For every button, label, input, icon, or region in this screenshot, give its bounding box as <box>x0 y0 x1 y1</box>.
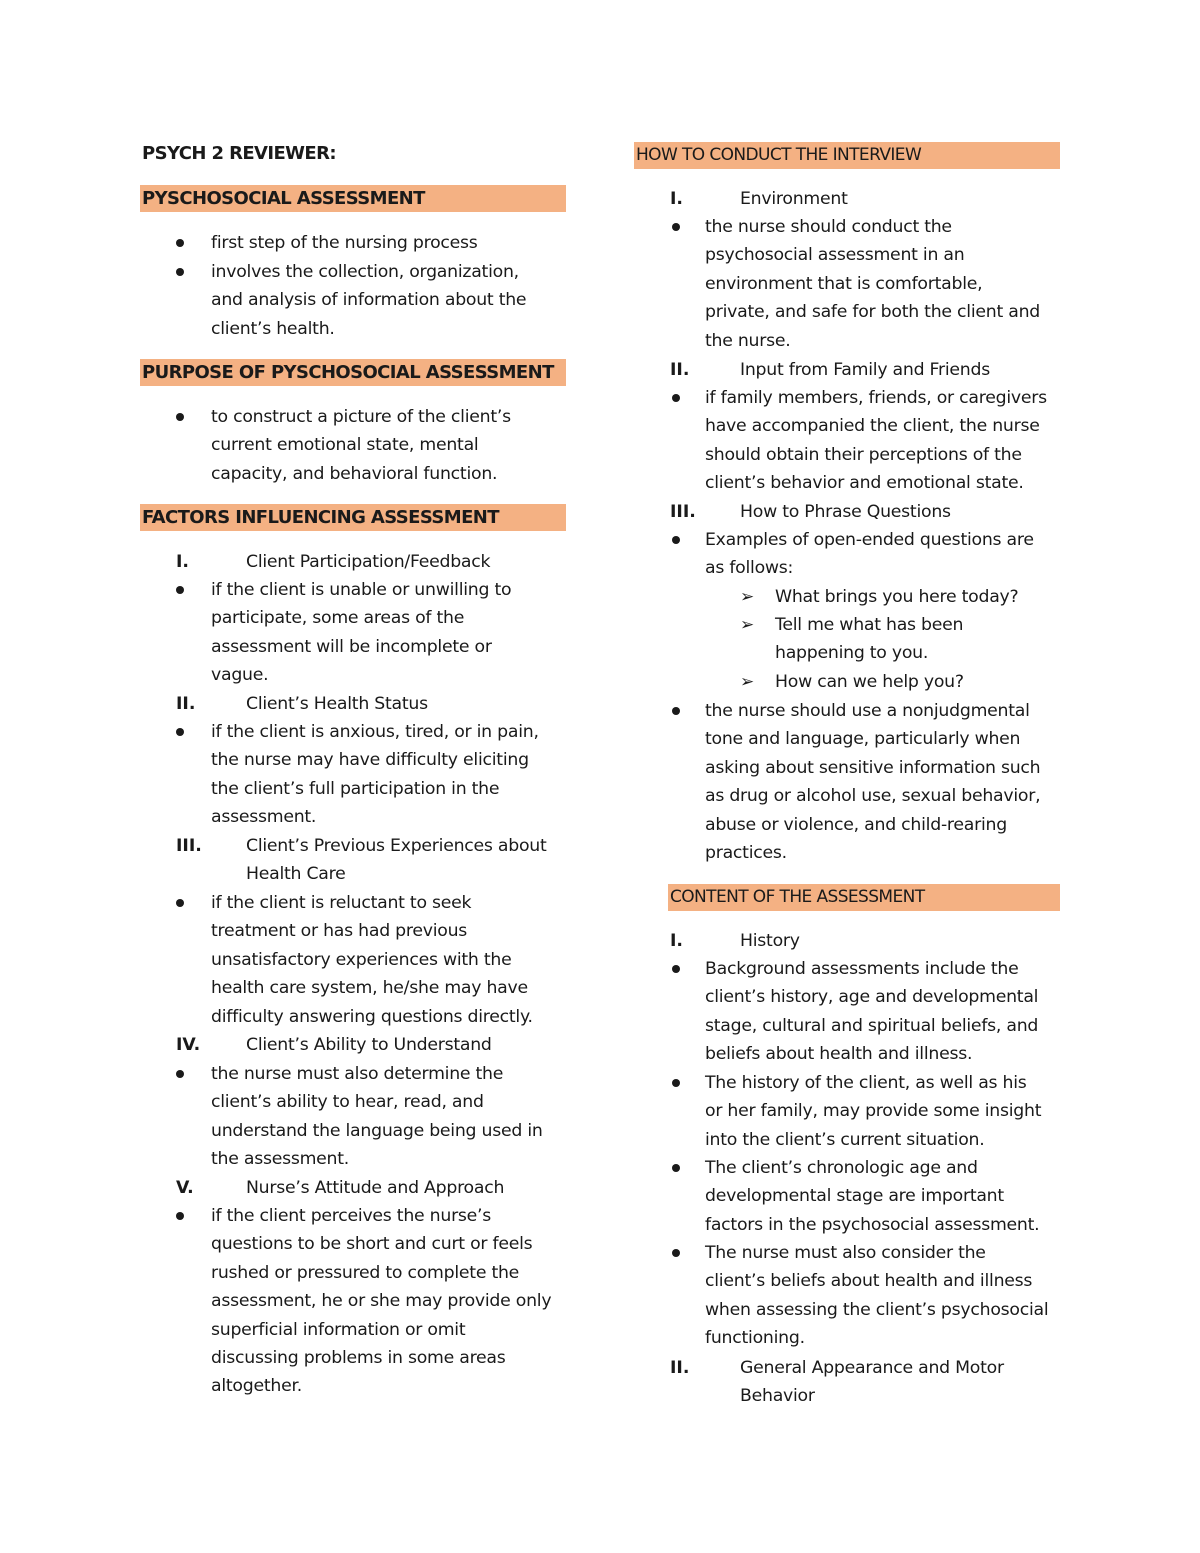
bullet-text: functioning. <box>705 1328 805 1349</box>
roman-numeral: V. <box>176 1178 194 1198</box>
bullet-icon <box>672 965 680 973</box>
subsection-title: Client’s Ability to Understand <box>246 1035 492 1055</box>
roman-numeral: III. <box>670 502 696 522</box>
bullet-text: to construct a picture of the client’s <box>211 407 511 427</box>
section-header: FACTORS INFLUENCING ASSESSMENT <box>140 504 566 531</box>
bullet-text: psychosocial assessment in an <box>705 245 965 266</box>
bullet-text: involves the collection, organization, <box>211 262 519 282</box>
bullet-text: vague. <box>211 665 269 686</box>
section-header: PYSCHOSOCIAL ASSESSMENT <box>140 185 566 212</box>
bullet-icon <box>672 1079 680 1087</box>
bullet-text: the nurse. <box>705 330 791 351</box>
subsection-title: Client Participation/Feedback <box>246 552 491 572</box>
bullet-icon <box>672 223 680 231</box>
bullet-text: assessment will be incomplete or <box>211 636 492 657</box>
roman-numeral: I. <box>670 189 683 209</box>
subsection-title: Environment <box>740 189 848 209</box>
bullet-text: the nurse must also determine the <box>211 1064 504 1084</box>
bullet-icon <box>672 536 680 544</box>
bullet-text: if family members, friends, or caregivers <box>705 388 1047 408</box>
bullet-text: when assessing the client’s psychosocial <box>705 1299 1049 1320</box>
bullet-text: the client’s full participation in the <box>211 778 500 799</box>
arrow-item-text: What brings you here today? <box>775 587 1019 607</box>
bullet-text: if the client is anxious, tired, or in pain, <box>211 722 539 742</box>
bullet-text: tone and language, particularly when <box>705 729 1021 750</box>
arrow-bullet-icon: ➢ <box>740 615 755 635</box>
bullet-text: difficulty answering questions directly. <box>211 1006 533 1027</box>
bullet-icon <box>672 1164 680 1172</box>
bullet-text: The nurse must also consider the <box>705 1243 986 1263</box>
roman-numeral: I. <box>176 552 189 572</box>
page-title: PSYCH 2 REVIEWER: <box>142 143 336 164</box>
bullet-icon <box>176 413 184 421</box>
bullet-text: have accompanied the client, the nurse <box>705 416 1040 437</box>
bullet-text: as follows: <box>705 558 794 579</box>
bullet-text: practices. <box>705 843 787 863</box>
section-header: PURPOSE OF PYSCHOSOCIAL ASSESSMENT <box>140 359 566 386</box>
bullet-icon <box>176 586 184 594</box>
bullet-text: client’s health. <box>211 318 335 339</box>
subsection-title: Input from Family and Friends <box>740 360 990 380</box>
bullet-icon <box>176 1212 184 1220</box>
bullet-text: current emotional state, mental <box>211 435 479 456</box>
bullet-text: client’s history, age and developmental <box>705 987 1039 1008</box>
subsection-title: Client’s Previous Experiences about <box>246 836 547 856</box>
bullet-text: health care system, he/she may have <box>211 978 528 999</box>
bullet-icon <box>672 707 680 715</box>
bullet-text: assessment. <box>211 807 317 828</box>
bullet-text: if the client perceives the nurse’s <box>211 1206 492 1226</box>
bullet-text: capacity, and behavioral function. <box>211 463 498 484</box>
bullet-text: stage, cultural and spiritual beliefs, and <box>705 1015 1039 1036</box>
bullet-text: The history of the client, as well as his <box>705 1073 1027 1093</box>
arrow-item-text: How can we help you? <box>775 672 964 692</box>
bullet-text: should obtain their perceptions of the <box>705 444 1022 465</box>
bullet-text: factors in the psychosocial assessment. <box>705 1214 1040 1235</box>
subsection-title: Nurse’s Attitude and Approach <box>246 1178 505 1198</box>
bullet-text: client’s behavior and emotional state. <box>705 473 1024 494</box>
bullet-text: understand the language being used in <box>211 1120 543 1141</box>
bullet-text: participate, some areas of the <box>211 608 465 629</box>
subsection-title: Behavior <box>740 1386 815 1407</box>
bullet-text: asking about sensitive information such <box>705 757 1041 778</box>
bullet-text: the nurse should conduct the <box>705 217 952 237</box>
bullet-icon <box>176 268 184 276</box>
bullet-text: if the client is reluctant to seek <box>211 893 472 913</box>
bullet-text: treatment or has had previous <box>211 921 468 942</box>
section-header: CONTENT OF THE ASSESSMENT <box>668 884 1060 911</box>
bullet-text: client’s ability to hear, read, and <box>211 1092 484 1113</box>
bullet-text: the assessment. <box>211 1149 350 1170</box>
bullet-text: the nurse may have difficulty eliciting <box>211 750 529 771</box>
bullet-text: environment that is comfortable, <box>705 273 983 294</box>
bullet-text: into the client’s current situation. <box>705 1129 985 1150</box>
roman-numeral: II. <box>176 694 196 714</box>
roman-numeral: IV. <box>176 1035 201 1055</box>
bullet-text: assessment, he or she may provide only <box>211 1291 552 1312</box>
bullet-text: altogether. <box>211 1376 302 1397</box>
bullet-text: questions to be short and curt or feels <box>211 1234 533 1255</box>
arrow-item-text: happening to you. <box>775 643 929 664</box>
bullet-text: the nurse should use a nonjudgmental <box>705 701 1030 721</box>
bullet-text: rushed or pressured to complete the <box>211 1262 520 1283</box>
bullet-text: The client’s chronologic age and <box>705 1158 978 1178</box>
bullet-text: as drug or alcohol use, sexual behavior, <box>705 786 1041 807</box>
bullet-text: first step of the nursing process <box>211 233 478 253</box>
roman-numeral: II. <box>670 360 690 380</box>
arrow-bullet-icon: ➢ <box>740 672 755 692</box>
bullet-icon <box>176 1070 184 1078</box>
bullet-text: Examples of open-ended questions are <box>705 530 1034 550</box>
bullet-icon <box>672 1249 680 1257</box>
bullet-text: discussing problems in some areas <box>211 1348 506 1368</box>
bullet-text: beliefs about health and illness. <box>705 1044 973 1065</box>
roman-numeral: II. <box>670 1358 690 1378</box>
bullet-text: and analysis of information about the <box>211 290 527 311</box>
subsection-title: Health Care <box>246 864 346 885</box>
bullet-text: abuse or violence, and child-rearing <box>705 814 1007 835</box>
bullet-text: developmental stage are important <box>705 1186 1004 1207</box>
bullet-text: client’s beliefs about health and illness <box>705 1271 1033 1292</box>
arrow-bullet-icon: ➢ <box>740 587 755 607</box>
bullet-text: superficial information or omit <box>211 1319 466 1340</box>
arrow-item-text: Tell me what has been <box>775 615 964 635</box>
roman-numeral: III. <box>176 836 202 856</box>
subsection-title: History <box>740 931 800 951</box>
bullet-text: if the client is unable or unwilling to <box>211 580 512 600</box>
bullet-text: private, and safe for both the client and <box>705 302 1040 323</box>
bullet-text: or her family, may provide some insight <box>705 1101 1042 1122</box>
subsection-title: How to Phrase Questions <box>740 502 951 522</box>
roman-numeral: I. <box>670 931 683 951</box>
bullet-icon <box>176 899 184 907</box>
bullet-icon <box>672 394 680 402</box>
section-header: HOW TO CONDUCT THE INTERVIEW <box>634 142 1060 169</box>
bullet-icon <box>176 239 184 247</box>
bullet-icon <box>176 728 184 736</box>
bullet-text: Background assessments include the <box>705 959 1019 979</box>
subsection-title: Client’s Health Status <box>246 694 428 714</box>
subsection-title: General Appearance and Motor <box>740 1358 1004 1378</box>
bullet-text: unsatisfactory experiences with the <box>211 949 512 970</box>
